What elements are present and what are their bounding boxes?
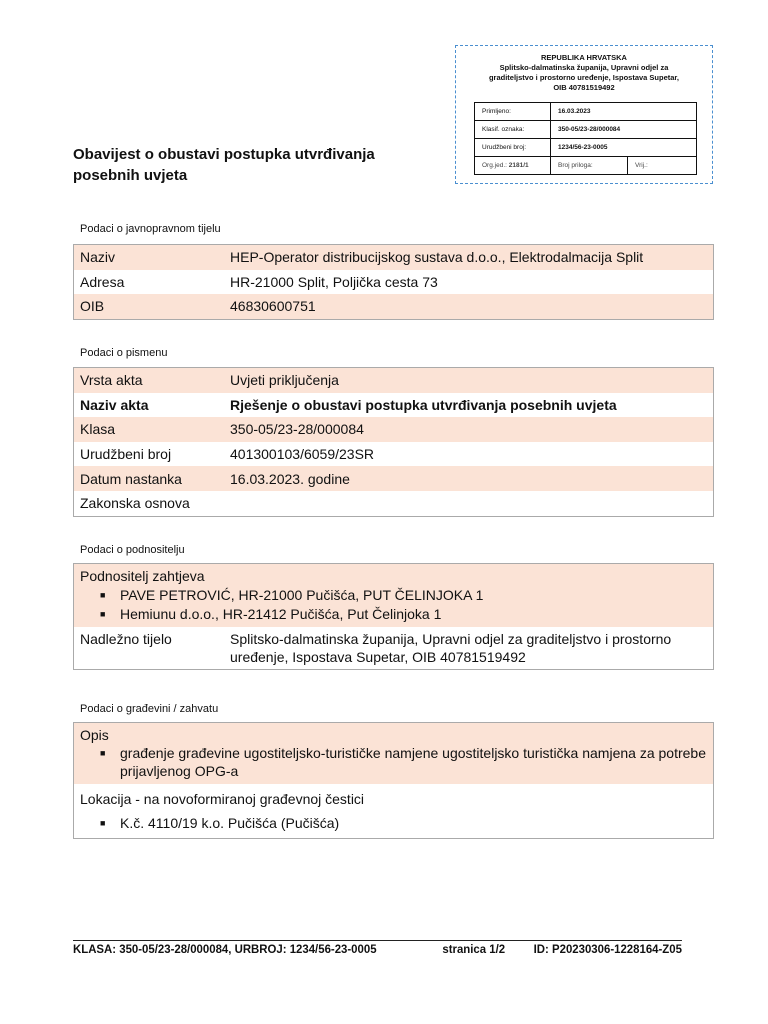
stamp-line: REPUBLIKA HRVATSKA [541, 53, 627, 62]
list-item [80, 744, 707, 780]
row-key: Zakonska osnova [80, 495, 190, 512]
list-item [80, 586, 707, 605]
stamp-label: Broj priloga: [551, 157, 628, 175]
stamp-orgjed [475, 157, 551, 175]
bullet-icon: ■ [100, 609, 106, 619]
section-label: Podaci o podnositelju [80, 544, 185, 556]
stamp-label: Vrij.: [628, 157, 697, 175]
description-label: Opis [80, 727, 109, 743]
table-row [74, 491, 713, 516]
bullet-icon: ■ [100, 818, 106, 828]
stamp-line: Splitsko-dalmatinska županija, Upravni odjel za [499, 63, 669, 72]
bullet-icon: ■ [100, 748, 106, 758]
applicant-table [73, 563, 714, 670]
location: K.č. 4110/19 k.o. Pučišća (Pučišća) [120, 815, 340, 831]
row-value: HEP-Operator distribucijskog sustava d.o.o., Elektrodalmacija Split [230, 249, 644, 266]
stamp-label: Primljeno: [475, 103, 551, 121]
applicant: Hemiunu d.o.o., HR-21412 Pučišća, Put Čelinjoka 1 [120, 606, 442, 622]
row-value: 46830600751 [230, 298, 316, 315]
description-block [74, 723, 713, 784]
row-key: Naziv [80, 249, 116, 266]
stamp-value: 16.03.2023 [551, 103, 697, 121]
row-key: Klasa [80, 421, 116, 438]
stamp-line: graditeljstvo i prostorno uređenje, Ispostava Supetar, [488, 73, 680, 82]
description: građenje građevine ugostiteljsko-turističke namjene ugostiteljsko turistička namjena za potrebe prijavljenog OPG-a [120, 745, 706, 779]
row-key: Datum nastanka [80, 470, 182, 487]
row-key: Naziv akta [80, 396, 149, 413]
row-key: Vrsta akta [80, 372, 143, 389]
row-value: Uvjeti priključenja [230, 372, 339, 389]
section-label: Podaci o javnopravnom tijelu [80, 223, 221, 235]
table-row [74, 368, 713, 393]
document-id: ID: P20230306-1228164-Z05 [533, 942, 682, 956]
stamp-label: Org.jed.: [482, 162, 507, 169]
location-label: Lokacija - na novoformiranoj građevnoj čestici [80, 791, 365, 807]
location-block [74, 784, 713, 838]
stamp-label: Klasif. oznaka: [475, 121, 551, 139]
page-number: stranica 1/2 [442, 942, 506, 956]
document-table [73, 367, 714, 517]
table-row [74, 466, 713, 491]
page-footer [73, 940, 682, 956]
row-value: 401300103/6059/23SR [230, 446, 375, 463]
row-value: 350-05/23-28/000084 [230, 421, 364, 438]
list-item [80, 811, 707, 835]
table-row [74, 442, 713, 467]
footer-reference: KLASA: 350-05/23-28/000084, URBROJ: 1234/56-23-0005 [73, 942, 377, 956]
stamp-header [456, 53, 712, 93]
building-table [73, 722, 714, 839]
row-value: 16.03.2023. godine [230, 470, 350, 487]
stamp-label: Urudžbeni broj: [475, 139, 551, 157]
row-value: Rješenje o obustavi postupka utvrđivanja posebnih uvjeta [230, 396, 617, 413]
stamp-value: 2181/1 [508, 162, 529, 169]
table-row [74, 270, 713, 295]
row-key: Urudžbeni broj [80, 446, 172, 463]
reception-stamp [455, 45, 713, 184]
section-label: Podaci o pismenu [80, 347, 168, 359]
row-key: Adresa [80, 273, 125, 290]
page-title: Obavijest o obustavi postupka utvrđivanja posebnih uvjeta [73, 146, 375, 184]
applicant: PAVE PETROVIĆ, HR-21000 Pučišća, PUT ČELINJOKA 1 [120, 587, 484, 603]
authority-row [74, 627, 713, 669]
applicant-label: Podnositelj zahtjeva [80, 568, 205, 584]
stamp-value: 1234/56-23-0005 [551, 139, 697, 157]
applicant-block [74, 564, 713, 627]
table-row [74, 393, 713, 418]
row-value: Splitsko-dalmatinska županija, Upravni odjel za graditeljstvo i prostorno uređenje, Ispostava Supetar, OIB 40781519492 [230, 631, 672, 665]
row-key: Nadležno tijelo [80, 631, 172, 647]
table-row [74, 417, 713, 442]
row-key: OIB [80, 298, 105, 315]
stamp-value: 350-05/23-28/000084 [551, 121, 697, 139]
section-label: Podaci o građevini / zahvatu [80, 703, 219, 715]
row-value: HR-21000 Split, Poljička cesta 73 [230, 273, 438, 290]
list-item [80, 605, 707, 624]
bullet-icon: ■ [100, 590, 106, 600]
table-row [74, 245, 713, 270]
authority-table [73, 244, 714, 320]
stamp-line: OIB 40781519492 [553, 83, 615, 92]
table-row [74, 294, 713, 319]
stamp-table [474, 102, 697, 175]
